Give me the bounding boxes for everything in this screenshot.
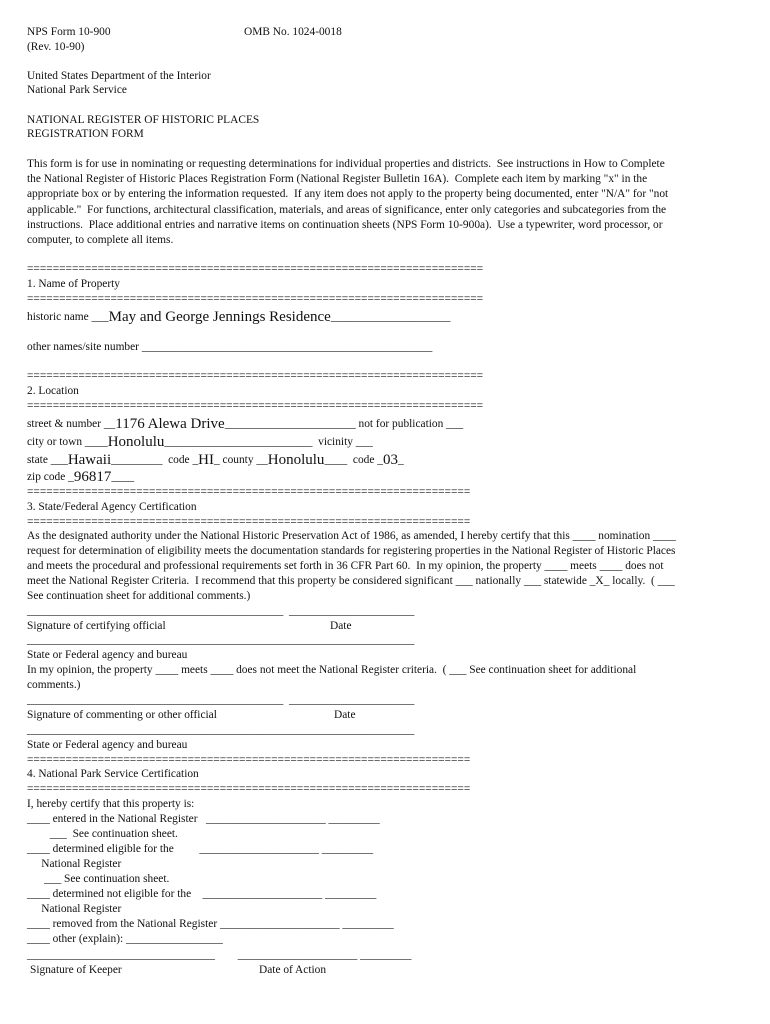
certification-line: See continuation sheet for additional comments.) (27, 590, 251, 602)
keeper-option[interactable]: ____ removed from the National Register _____________________ _________ (27, 918, 394, 930)
department: United States Department of the Interior (27, 70, 211, 82)
intro-line: This form is for use in nominating or requesting determinations for individual properties and districts. See instructions in How to Complete (27, 158, 665, 170)
signature-label: Signature of certifying official (27, 620, 166, 632)
city-value[interactable]: Honolulu (107, 434, 165, 450)
zip-tail: ____ (111, 471, 135, 483)
certification-text: _ locally. ( ___ (603, 575, 675, 587)
section-rule: ===================================================================== (27, 754, 471, 766)
historic-name-tail: _____________________ (330, 311, 451, 323)
intro-line: the National Register of Historic Places Registration Form (National Register Bulletin 16A). Complete each item by marking "x" in the (27, 173, 648, 185)
form-number: NPS Form 10-900 (27, 26, 111, 38)
keeper-option[interactable]: ____ entered in the National Register _____________________ _________ (27, 813, 380, 825)
city-row (27, 434, 373, 449)
keeper-signature-line[interactable]: _________________________________ _____________________ _________ (27, 949, 412, 961)
agency-line[interactable]: ____________________________________________________________________ (27, 634, 415, 646)
other-names-row[interactable]: other names/site number ___________________________________________________ (27, 341, 433, 353)
keeper-signature-label: Signature of Keeper (30, 964, 122, 976)
section4-heading: 4. National Park Service Certification (27, 768, 199, 780)
city-label: city or town ____ (27, 436, 108, 448)
county-code-value[interactable]: 03 (382, 452, 398, 468)
county-label: _ county __ (213, 454, 268, 466)
county-code-label: ____ code _ (324, 454, 383, 466)
state-row (27, 452, 404, 467)
section-rule: ======================================================================= (27, 263, 484, 275)
street-row (27, 416, 463, 431)
state-label: state ___ (27, 454, 68, 466)
street-value[interactable]: 1176 Alewa Drive (115, 416, 225, 432)
revision: (Rev. 10-90) (27, 41, 85, 53)
section-rule: ===================================================================== (27, 486, 471, 498)
keeper-option[interactable]: ___ See continuation sheet. (27, 873, 170, 885)
keeper-option[interactable]: ____ determined not eligible for the _____________________ _________ (27, 888, 377, 900)
keeper-option[interactable]: ____ determined eligible for the _____________________ _________ (27, 843, 374, 855)
city-tail: __________________________ vicinity ___ (164, 436, 373, 448)
form-subtitle: REGISTRATION FORM (27, 128, 144, 140)
agency-line[interactable]: ____________________________________________________________________ (27, 724, 415, 736)
street-label: street & number __ (27, 418, 116, 430)
intro-line: applicable." For functions, architectural classification, materials, and areas of significance, enter only categories and subcategories from the (27, 204, 667, 216)
locally-mark[interactable]: X (595, 575, 604, 587)
opinion-line: comments.) (27, 679, 81, 691)
zip-label: zip code _ (27, 471, 74, 483)
section-rule: ======================================================================= (27, 400, 484, 412)
county-value[interactable]: Honolulu (267, 452, 325, 468)
section-rule: ===================================================================== (27, 783, 471, 795)
historic-name-row (27, 309, 450, 324)
agency-label: State or Federal agency and bureau (27, 739, 188, 751)
keeper-option[interactable]: ___ See continuation sheet. (27, 828, 178, 840)
date-label: Date (330, 620, 352, 632)
signature-label: Signature of commenting or other official (27, 709, 217, 721)
certification-line: request for determination of eligibility meets the documentation standards for registering properties in the National Register of Historic Places (27, 545, 676, 557)
section-rule: ======================================================================= (27, 293, 484, 305)
certification-line: As the designated authority under the National Historic Preservation Act of 1986, as amended, I hereby certify that this ____ nomination ____ (27, 530, 676, 542)
omb-number: OMB No. 1024-0018 (244, 26, 342, 38)
section2-heading: 2. Location (27, 385, 79, 397)
intro-line: instructions. Place additional entries and narrative items on continuation sheets (NPS Form 10-900a). Use a typewriter, word processor, or (27, 219, 663, 231)
certification-line (27, 574, 675, 588)
agency-label: State or Federal agency and bureau (27, 649, 188, 661)
section-rule: ===================================================================== (27, 516, 471, 528)
signature-line[interactable]: _____________________________________________ ______________________ (27, 694, 415, 706)
state-code-value[interactable]: HI (198, 452, 214, 468)
state-value[interactable]: Hawaii (67, 452, 112, 468)
certify-intro: I, hereby certify that this property is: (27, 798, 195, 810)
section-rule: ======================================================================= (27, 370, 484, 382)
historic-name-label: historic name ___ (27, 311, 109, 323)
service: National Park Service (27, 84, 127, 96)
keeper-option[interactable]: ____ other (explain): _________________ (27, 933, 223, 945)
certification-text: meet the National Register Criteria. I recommend that this property be considered significant ___ nationally ___ statewide _ (27, 575, 596, 587)
certification-line: and meets the procedural and professional requirements set forth in 36 CFR Part 60. In my opinion, the property ____ meets ____ does not (27, 560, 664, 572)
section1-heading: 1. Name of Property (27, 278, 120, 290)
date-of-action-label: Date of Action (259, 964, 327, 976)
keeper-option-text: National Register (27, 903, 122, 915)
street-tail: _______________________ not for publication ___ (224, 418, 464, 430)
intro-line: computer, to complete all items. (27, 234, 174, 246)
form-title: NATIONAL REGISTER OF HISTORIC PLACES (27, 114, 260, 126)
county-code-tail: _ (397, 454, 404, 466)
zip-value[interactable]: 96817 (73, 469, 112, 485)
state-code-label: _________ code _ (111, 454, 199, 466)
signature-line[interactable]: _____________________________________________ ______________________ (27, 605, 415, 617)
section3-heading: 3. State/Federal Agency Certification (27, 501, 197, 513)
historic-name-value[interactable]: May and George Jennings Residence (108, 309, 331, 325)
date-label: Date (334, 709, 356, 721)
opinion-line: In my opinion, the property ____ meets ____ does not meet the National Register criteria. ( ___ See continuation sheet for additional (27, 664, 637, 676)
keeper-option-text: National Register (27, 858, 122, 870)
intro-line: appropriate box or by entering the information requested. If any item does not apply to the property being documented, enter "N/A" for "not (27, 188, 669, 200)
zip-row (27, 469, 134, 484)
